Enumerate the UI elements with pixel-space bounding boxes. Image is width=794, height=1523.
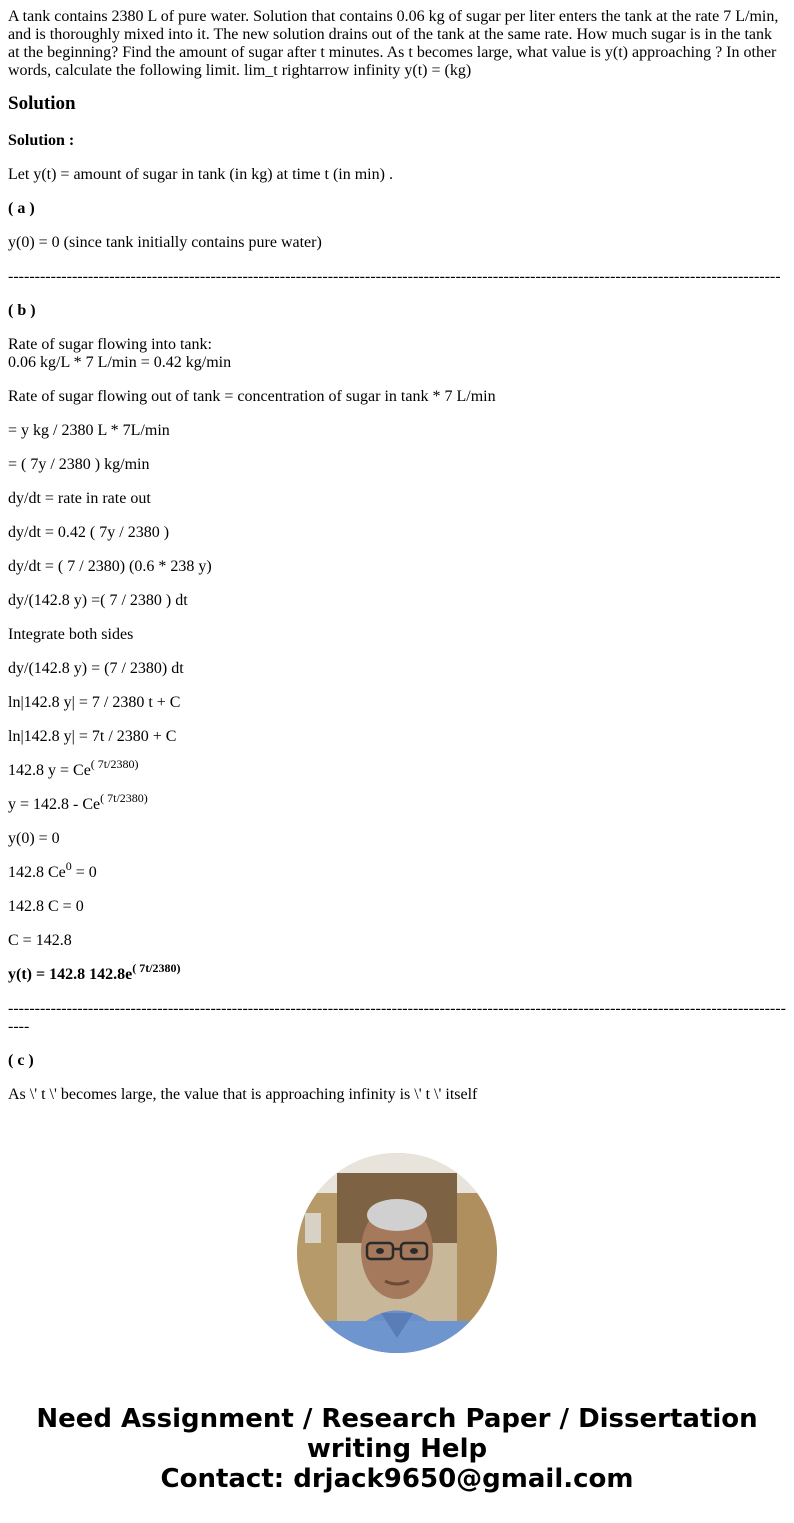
author-avatar <box>297 1153 497 1353</box>
equation-base: 142.8 y = Ce <box>8 762 91 779</box>
equation-line: y(0) = 0 <box>8 830 60 847</box>
final-result <box>8 961 181 983</box>
promo-banner <box>0 1404 794 1494</box>
solution-document <box>8 8 786 1122</box>
rate-in-block <box>8 336 786 372</box>
divider-rule: ------------------------------------------------------------------------------------------------------------------------------------------------------ <box>8 1000 786 1035</box>
equation-line: dy/(142.8 y) =( 7 / 2380 ) dt <box>8 592 188 609</box>
equation-line: ln|142.8 y| = 7 / 2380 t + C <box>8 694 181 711</box>
divider-rule: ------------------------------------------------------------------------------------------------------------------------------------------------- <box>8 268 781 285</box>
equation-line: Integrate both sides <box>8 626 134 643</box>
part-c-text: As \' t \' becomes large, the value that is approaching infinity is \' t \' itself <box>8 1086 478 1103</box>
result-base: y(t) = 142.8 142.8e <box>8 966 133 983</box>
equation-line: dy/(142.8 y) = (7 / 2380) dt <box>8 660 184 677</box>
part-a-text: y(0) = 0 (since tank initially contains pure water) <box>8 234 322 251</box>
equation-line: dy/dt = 0.42 ( 7y / 2380 ) <box>8 524 170 541</box>
equation-line: = y kg / 2380 L * 7L/min <box>8 422 170 439</box>
question-text: A tank contains 2380 L of pure water. Solution that contains 0.06 kg of sugar per liter enters the tank at the rate 7 L/min, and is thoroughly mixed into it. The new solution drains out of the tank at the same rate. How much sugar is in the tank at the beginning? Find the amount of sugar after t minutes. As t becomes large, what value is y(t) approaching ? In other words, calculate the following limit. lim_t rightarrow infinity y(t) = (kg) <box>8 8 779 79</box>
equation-line <box>8 791 786 814</box>
rate-out-text: Rate of sugar flowing out of tank = concentration of sugar in tank * 7 L/min <box>8 388 496 405</box>
equation-line: 142.8 C = 0 <box>8 898 84 915</box>
equation-line: C = 142.8 <box>8 932 72 949</box>
banner-contact: Contact: drjack9650@gmail.com <box>160 1464 634 1494</box>
part-c-label: ( c ) <box>8 1052 34 1069</box>
equation-exponent: ( 7t/2380) <box>100 791 148 805</box>
rate-in-line: Rate of sugar flowing into tank: <box>8 336 212 353</box>
solution-heading: Solution <box>8 93 76 114</box>
equation-exponent: 0 <box>65 859 72 873</box>
equation-line: ln|142.8 y| = 7t / 2380 + C <box>8 728 177 745</box>
part-b-label: ( b ) <box>8 302 36 319</box>
definition-text: Let y(t) = amount of sugar in tank (in kg) at time t (in min) . <box>8 166 393 183</box>
solution-label: Solution : <box>8 132 75 149</box>
equation-base: y = 142.8 - Ce <box>8 796 101 813</box>
rate-in-calc: 0.06 kg/L * 7 L/min = 0.42 kg/min <box>8 354 232 371</box>
equation-line: = ( 7y / 2380 ) kg/min <box>8 456 150 473</box>
banner-line: Need Assignment / Research Paper / Dissertation <box>36 1404 758 1434</box>
part-a-label: ( a ) <box>8 200 35 217</box>
equation-line <box>8 757 786 780</box>
banner-line: writing Help <box>306 1434 488 1464</box>
equation-rest: = 0 <box>71 864 97 881</box>
equation-exponent: ( 7t/2380) <box>90 757 139 771</box>
equation-line: dy/dt = ( 7 / 2380) (0.6 * 238 y) <box>8 558 212 575</box>
result-exponent: ( 7t/2380) <box>132 961 181 975</box>
equation-base: 142.8 Ce <box>8 864 66 881</box>
equation-line: dy/dt = rate in rate out <box>8 490 151 507</box>
equation-line <box>8 859 786 882</box>
